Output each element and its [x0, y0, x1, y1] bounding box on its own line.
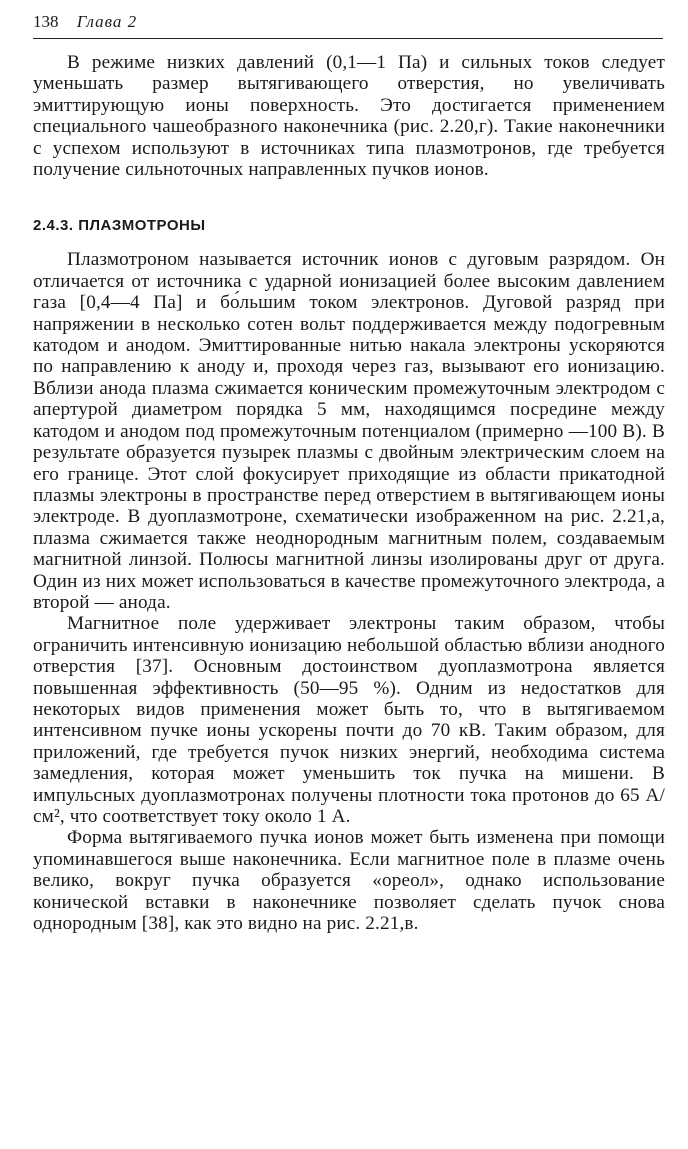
paragraph-beam-shape: Форма вытягиваемого пучка ионов может быть изменена при помощи упоминавшегося выше наконечника. Если магнитное поле в плазме очень велико, вокруг пучка образуется «ореол», однако использование конической вставки в наконечнике позволяет сделать пучок снова однородным [38], как это видно на рис. 2.21,в.	[33, 827, 665, 935]
intro-paragraph: В режиме низких давлений (0,1—1 Па) и сильных токов следует уменьшать размер вытягивающего отверстия, но увеличивать эмиттирующую ионы поверхность. Это достигается применением специального чашеобразного наконечника (рис. 2.20,г). Такие наконечники с успехом используют в источниках типа плазмотронов, где требуется получение сильноточных направленных пучков ионов.	[33, 52, 665, 181]
running-header	[33, 10, 663, 39]
page-body	[33, 52, 665, 934]
paragraph-magnetic-field: Магнитное поле удерживает электроны таким образом, чтобы ограничить интенсивную ионизацию небольшой областью вблизи анодного отверстия [37]. Основным достоинством дуоплазмотрона является повышенная эффективность (50—95 %). Одним из недостатков для некоторых видов применения может быть то, что в вытягиваемом интенсивном пучке ионы ускорены почти до 70 кВ. Таким образом, для приложений, где требуется пучок низких энергий, необходима система замедления, которая может уменьшить ток пучка на мишени. В импульсных дуоплазмотронах получены плотности тока протонов до 65 А/см², что соответствует току около 1 А.	[33, 613, 665, 827]
section-heading: 2.4.3. ПЛАЗМОТРОНЫ	[33, 217, 206, 235]
chapter-title: Глава 2	[76, 12, 138, 31]
paragraph-plasmatron-definition: Плазмотроном называется источник ионов с дуговым разрядом. Он отличается от источника с ударной ионизацией более высоким давлением газа [0,4—4 Па] и бо́льшим током электронов. Дуговой разряд при напряжении в несколько сотен вольт поддерживается между подогревным катодом и анодом. Эмиттированные нитью накала электроны ускоряются по направлению к аноду и, проходя через газ, вызывают его ионизацию. Вблизи анода плазма сжимается коническим промежуточным электродом с апертурой диаметром порядка 5 мм, находящимся посредине между катодом и анодом под промежуточным потенциалом (примерно —100 В). В результате образуется пузырек плазмы с двойным электрическим слоем на его границе. Этот слой фокусирует приходящие из области прикатодной плазмы электроны в пространстве перед отверстием в вытягивающем ионы электроде. В дуоплазмотроне, схематически изображенном на рис. 2.21,а, плазма сжимается также неоднородным магнитным полем, создаваемым магнитной линзой. Полюсы магнитной линзы изолированы друг от друга. Один из них может использоваться в качестве промежуточного электрода, а второй — анода.	[33, 249, 665, 613]
page-number: 138	[33, 12, 59, 31]
